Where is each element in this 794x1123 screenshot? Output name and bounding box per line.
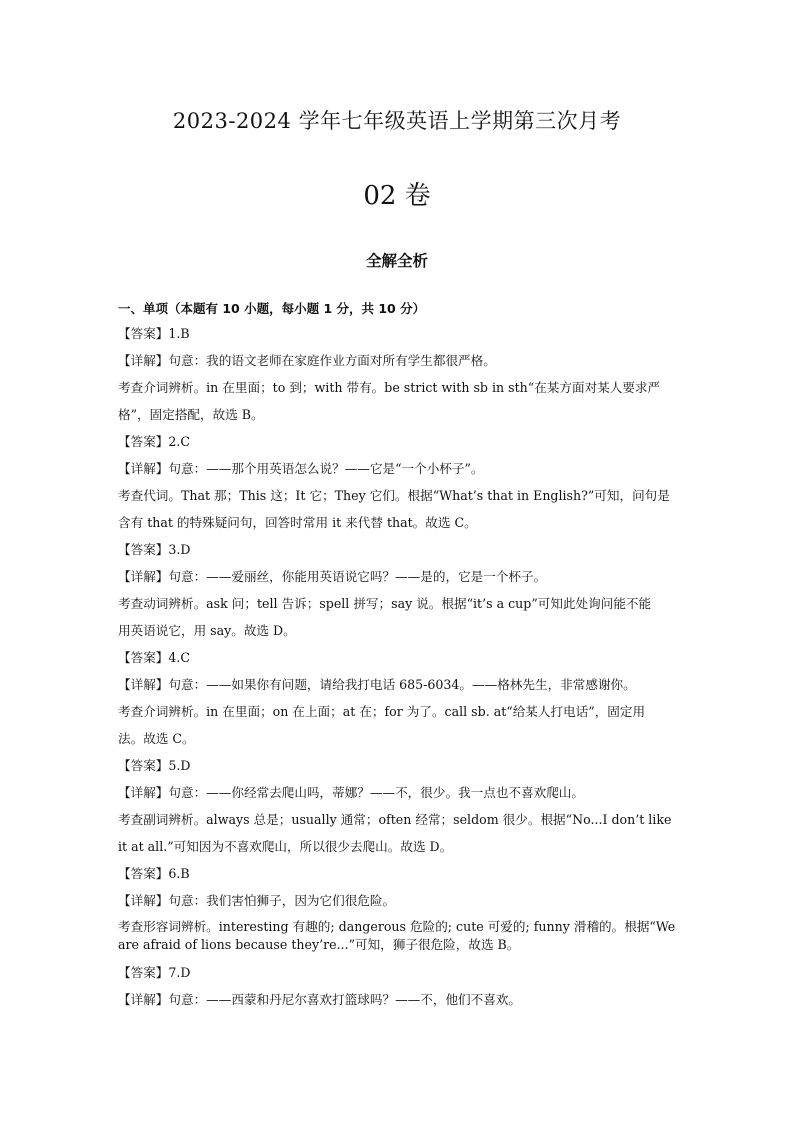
explanation-line: 含有 that 的特殊疑问句，回答时常用 it 来代替 that。故选 C。 bbox=[118, 515, 477, 530]
answer-key: 【答案】7.D bbox=[118, 965, 191, 980]
answer-item-6 bbox=[118, 860, 683, 954]
explanation-line: are afraid of lions because they’re...”可知，狮子很危险，故选 B。 bbox=[118, 937, 520, 952]
explanation-line: 考查动词辨析。ask 问；tell 告诉；spell 拼写；say 说。根据“it’s a cup”可知此处询问能不能 bbox=[118, 596, 652, 611]
document-title: 2023-2024 学年七年级英语上学期第三次月考 bbox=[172, 109, 622, 133]
paper-number: 02 卷 bbox=[363, 181, 431, 211]
answer-item-4 bbox=[118, 644, 683, 752]
answer-key: 【答案】3.D bbox=[118, 542, 191, 557]
answer-key: 【答案】1.B bbox=[118, 326, 190, 341]
explanation-line: 【详解】句意：——如果你有问题，请给我打电话 685-6034。——格林先生，非常感谢你。 bbox=[118, 677, 636, 692]
answer-item-3 bbox=[118, 536, 683, 644]
section-subtitle: 全解全析 bbox=[365, 252, 428, 270]
answer-item-2 bbox=[118, 428, 683, 536]
explanation-line: 【详解】句意：——那个用英语怎么说？——它是“一个小杯子”。 bbox=[118, 461, 484, 476]
explanation-line: 考查形容词辨析。interesting 有趣的; dangerous 危险的; cute 可爱的; funny 滑稽的。根据“We bbox=[118, 919, 676, 934]
answer-item-1 bbox=[118, 320, 683, 428]
answer-key: 【答案】6.B bbox=[118, 866, 190, 881]
explanation-line: 格”，固定搭配，故选 B。 bbox=[118, 407, 264, 422]
answer-key: 【答案】4.C bbox=[118, 650, 191, 665]
answer-key: 【答案】5.D bbox=[118, 758, 191, 773]
answer-key: 【答案】2.C bbox=[118, 434, 191, 449]
explanation-line: 用英语说它，用 say。故选 D。 bbox=[118, 623, 296, 638]
explanation-line: 【详解】句意：——西蒙和丹尼尔喜欢打篮球吗？——不，他们不喜欢。 bbox=[118, 992, 521, 1007]
explanation-line: 法。故选 C。 bbox=[118, 731, 195, 746]
explanation-line: 考查副词辨析。always 总是；usually 通常；often 经常；seldom 很少。根据“No...I don’t like bbox=[118, 812, 672, 827]
answer-content bbox=[118, 298, 683, 1013]
section-heading: 一、单项（本题有 10 小题，每小题 1 分，共 10 分） bbox=[118, 301, 426, 316]
explanation-line: 【详解】句意：我们害怕狮子，因为它们很危险。 bbox=[118, 893, 396, 908]
explanation-line: 考查介词辨析。in 在里面；to 到；with 带有。be strict with sb in sth“在某方面对某人要求严 bbox=[118, 380, 661, 395]
answer-item-5 bbox=[118, 752, 683, 860]
explanation-line: 【详解】句意：——你经常去爬山吗，蒂娜？——不，很少。我一点也不喜欢爬山。 bbox=[118, 785, 584, 800]
explanation-line: 考查代词。That 那；This 这；It 它；They 它们。根据“What’s that in English?”可知，问句是 bbox=[118, 488, 670, 503]
explanation-block bbox=[118, 918, 683, 954]
answer-item-7 bbox=[118, 959, 683, 1013]
explanation-line: 【详解】句意：——爱丽丝，你能用英语说它吗？——是的，它是一个杯子。 bbox=[118, 569, 547, 584]
explanation-line: 考查介词辨析。in 在里面；on 在上面；at 在；for 为了。call sb. at“给某人打电话”，固定用 bbox=[118, 704, 646, 719]
explanation-line: 【详解】句意：我的语文老师在家庭作业方面对所有学生都很严格。 bbox=[118, 353, 496, 368]
explanation-line: it at all.”可知因为不喜欢爬山，所以很少去爬山。故选 D。 bbox=[118, 839, 453, 854]
